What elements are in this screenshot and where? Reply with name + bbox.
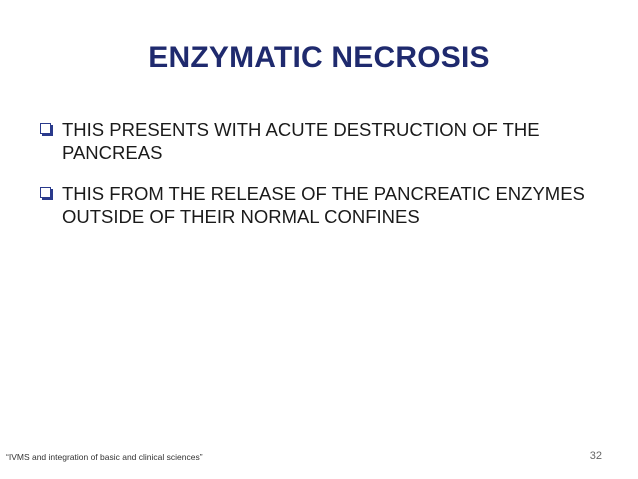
footer-text: “IVMS and integration of basic and clinical sciences” (6, 452, 203, 462)
bullet-item (40, 118, 600, 164)
checkbox-square-icon (40, 123, 51, 134)
bullet-text: THIS PRESENTS WITH ACUTE DESTRUCTION OF THE PANCREAS (62, 119, 540, 163)
bullet-list (40, 118, 600, 246)
checkbox-square-icon (40, 187, 51, 198)
bullet-text: THIS FROM THE RELEASE OF THE PANCREATIC ENZYMES OUTSIDE OF THEIR NORMAL CONFINES (62, 183, 585, 227)
slide-title: ENZYMATIC NECROSIS (148, 41, 490, 74)
page-number: 32 (589, 450, 602, 462)
bullet-item (40, 182, 600, 228)
